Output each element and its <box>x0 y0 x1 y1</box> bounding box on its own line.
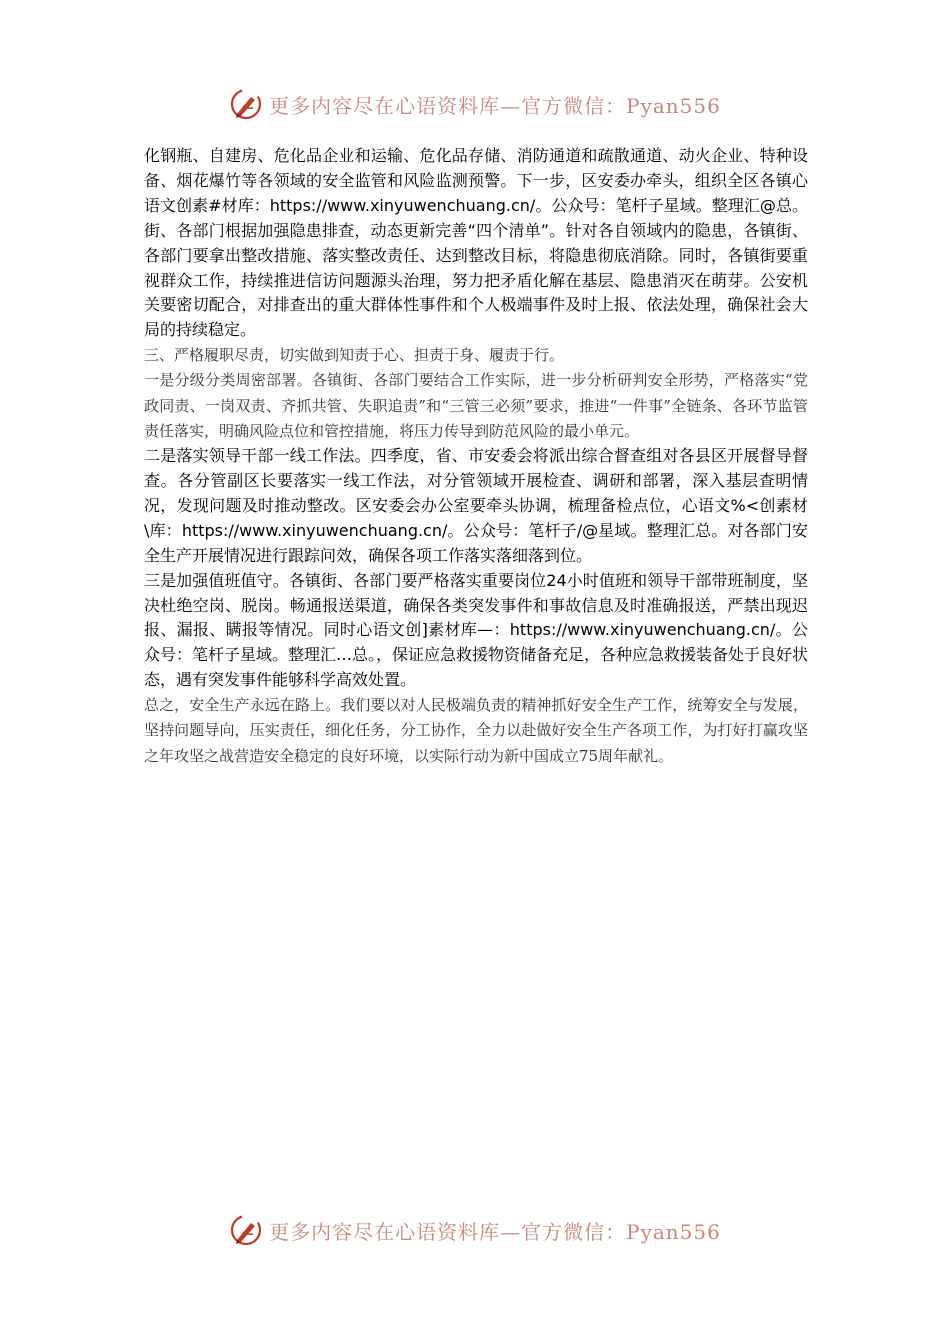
header-banner-text: 更多内容尽在心语资料库—官方微信：Pyan556 <box>269 93 721 118</box>
footer-banner <box>0 1208 950 1252</box>
pen-logo-icon <box>229 1213 263 1247</box>
document-body <box>144 144 808 769</box>
paragraph: 二是落实领导干部一线工作法。四季度，省、市安委会将派出综合督查组对各县区开展督导督查。各分管副区长要落实一线工作法，对分管领域开展检查、调研和部署，深入基层查明情况，发现问题及时推动整改。区安委会办公室要牵头协调，梳理备检点位，心语文%<创素材\库：https://www.xinyuwenchuang.cn/。公众号：笔杆子/@星域。整理汇总。对各部门安全生产开展情况进行跟踪问效，确保各项工作落实落细落到位。 <box>144 446 808 565</box>
paragraph: 化钢瓶、自建房、危化品企业和运输、危化品存储、消防通道和疏散通道、动火企业、特种设备、烟花爆竹等各领域的安全监管和风险监测预警。下一步，区安委办牵头，组织全区各镇心语文创素#材库：https://www.xinyuwenchuang.cn/。公众号：笔杆子星域。整理汇@总。街、各部门根据加强隐患排查，动态更新完善“四个清单”。针对各自领域内的隐患，各镇街、各部门要拿出整改措施、落实整改责任、达到整改目标，将隐患彻底消除。同时，各镇街要重视群众工作，持续推进信访问题源头治理，努力把矛盾化解在基层、隐患消灭在萌芽。公安机关要密切配合，对排查出的重大群体性事件和个人极端事件及时上报、依法处理，确保社会大局的持续稳定。 <box>144 146 808 340</box>
pen-logo-icon <box>229 87 263 121</box>
footer-banner-text: 更多内容尽在心语资料库—官方微信：Pyan556 <box>269 1219 721 1244</box>
paragraph: 总之，安全生产永远在路上。我们要以对人民极端负责的精神抓好安全生产工作，统筹安全与发展，坚持问题导向，压实责任，细化任务，分工协作，全力以赴做好安全生产各项工作，为打好打赢攻坚之年攻坚之战营造安全稳定的良好环境，以实际行动为新中国成立75周年献礼。 <box>144 696 808 765</box>
section-heading: 三、严格履职尽责，切实做到知责于心、担责于身、履责于行。 <box>144 346 565 365</box>
paragraph: 三是加强值班值守。各镇街、各部门要严格落实重要岗位24小时值班和领导干部带班制度，坚决杜绝空岗、脱岗。畅通报送渠道，确保各类突发事件和事故信息及时准确报送，严禁出现迟报、漏报、瞒报等情况。同时心语文创]素材库—：https://www.xinyuwenchuang.cn/。公众号：笔杆子星域。整理汇…总。，保证应急救援物资储备充足，各种应急救援装备处于良好状态，遇有突发事件能够科学高效处置。 <box>144 570 809 690</box>
paragraph: 一是分级分类周密部署。各镇街、各部门要结合工作实际，进一步分析研判安全形势，严格落实“党政同责、一岗双责、齐抓共管、失职追责”和“三管三必须”要求，推进“一件事”全链条、各环节监管责任落实，明确风险点位和管控措施，将压力传导到防范风险的最小单元。 <box>144 371 808 440</box>
header-banner <box>0 82 950 126</box>
